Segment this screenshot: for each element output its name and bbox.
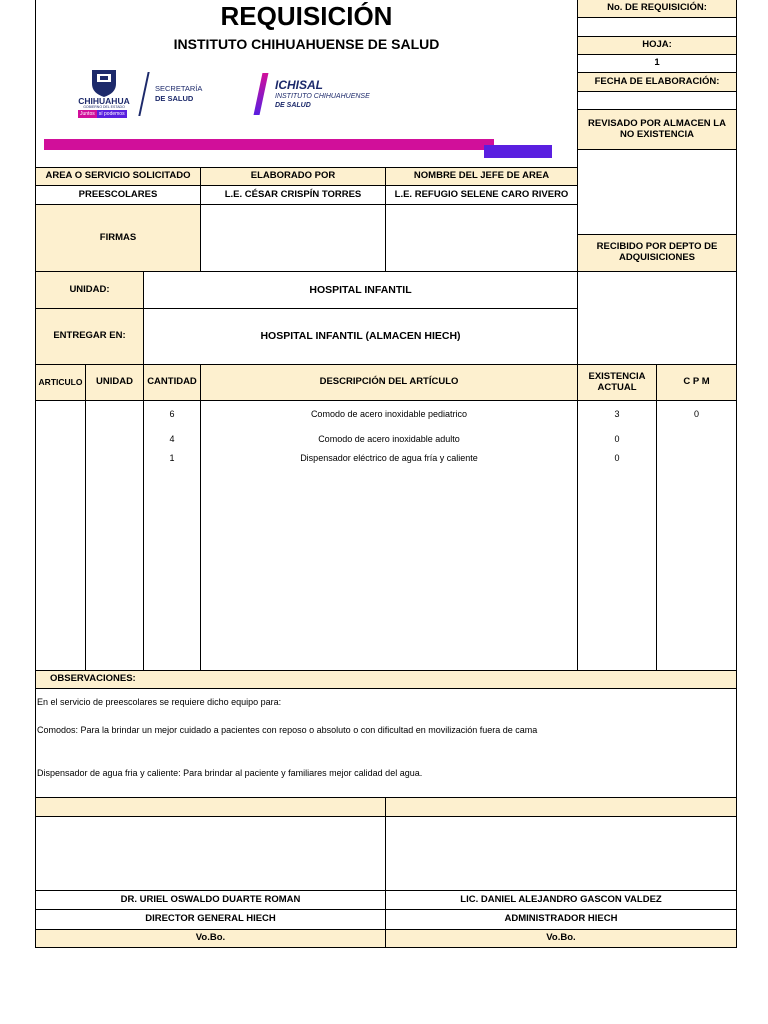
shield-icon	[70, 68, 138, 98]
elaborado-value[interactable]: L.E. CÉSAR CRISPÍN TORRES	[200, 185, 386, 205]
firmas-label: FIRMAS	[35, 204, 201, 272]
signer-right-title: ADMINISTRADOR HIECH	[385, 909, 737, 930]
col-descripcion: DESCRIPCIÓN DEL ARTÍCULO	[200, 364, 578, 401]
signer-left-name: DR. URIEL OSWALDO DUARTE ROMAN	[35, 890, 386, 910]
signature-box-right[interactable]	[385, 816, 737, 891]
unidad-label: UNIDAD:	[35, 271, 144, 309]
observaciones-header	[35, 670, 737, 689]
area-label: AREA O SERVICIO SOLICITADO	[35, 167, 201, 186]
vobo-right: Vo.Bo.	[385, 929, 737, 948]
table-row-cantidad: 4	[169, 434, 175, 444]
hoja-label: HOJA:	[577, 36, 737, 55]
table-row-cantidad: 6	[169, 409, 175, 419]
table-row-descripcion: Comodo de acero inoxidable pediatrico	[310, 409, 468, 419]
observaciones-line: Comodos: Para la brindar un mejor cuidado a pacientes con reposo o absoluto o con dificultad en movilización fuera de cama	[37, 725, 538, 735]
revisado-label: REVISADO POR ALMACEN LA NO EXISTENCIA	[577, 109, 737, 150]
chihuahua-tag: Juntos sí podemos	[80, 111, 125, 117]
revisado-field[interactable]	[577, 149, 737, 235]
signature-header-right	[385, 797, 737, 817]
secretaria-logo: SECRETARÍA DE SALUD	[155, 84, 203, 103]
table-row-descripcion: Dispensador eléctrico de agua fría y caliente	[300, 453, 478, 463]
unidad-value[interactable]: HOSPITAL INFANTIL	[143, 271, 578, 309]
page-title: REQUISICIÓN	[220, 1, 393, 31]
entregar-value[interactable]: HOSPITAL INFANTIL (ALMACEN HIECH)	[143, 308, 578, 365]
firma-elaborado-field[interactable]	[200, 204, 386, 272]
jefe-value[interactable]: L.E. REFUGIO SELENE CARO RIVERO	[385, 185, 578, 205]
firma-jefe-field[interactable]	[385, 204, 578, 272]
area-value[interactable]: PREESCOLARES	[35, 185, 201, 205]
table-row-cpm: 0	[693, 409, 699, 419]
recibido-label: RECIBIDO POR DEPTO DE ADQUISICIONES	[577, 234, 737, 272]
institute-subtitle: INSTITUTO CHIHUAHUENSE DE SALUD	[173, 36, 440, 52]
table-row-existencia: 0	[614, 453, 620, 463]
fecha-field[interactable]	[577, 91, 737, 110]
elaborado-label: ELABORADO POR	[200, 167, 386, 186]
purple-bar	[484, 145, 552, 158]
vobo-left: Vo.Bo.	[35, 929, 386, 948]
chihuahua-name: CHIHUAHUA	[78, 96, 130, 106]
body-divider	[85, 400, 86, 671]
col-unidad: UNIDAD	[85, 364, 144, 401]
col-cpm: C P M	[656, 364, 737, 401]
entregar-label: ENTREGAR EN:	[35, 308, 144, 365]
observaciones-line: Dispensador de agua fria y caliente: Para brindar al paciente y familiares mejor calidad del agua.	[37, 768, 423, 778]
signer-left-title: DIRECTOR GENERAL HIECH	[35, 909, 386, 930]
req-no-field[interactable]	[577, 17, 737, 37]
observaciones-line: En el servicio de preescolares se requiere dicho equipo para:	[37, 697, 282, 707]
table-row-cantidad: 1	[169, 453, 175, 463]
jefe-label: NOMBRE DEL JEFE DE AREA	[385, 167, 578, 186]
table-row-descripcion: Comodo de acero inoxidable adulto	[318, 434, 460, 444]
chihuahua-logo	[70, 68, 138, 120]
req-no-label: No. DE REQUISICIÓN:	[577, 0, 737, 18]
signer-right-name: LIC. DANIEL ALEJANDRO GASCON VALDEZ	[385, 890, 737, 910]
col-articulo: ARTICULO	[35, 364, 86, 401]
col-cantidad: CANTIDAD	[143, 364, 201, 401]
table-row-existencia: 3	[614, 409, 620, 419]
hoja-field[interactable]: 1	[577, 54, 737, 73]
chihuahua-small: GOBIERNO DEL ESTADO	[83, 105, 125, 109]
signature-header-left	[35, 797, 386, 817]
magenta-bar	[44, 139, 494, 150]
signature-box-left[interactable]	[35, 816, 386, 891]
table-row-existencia: 0	[614, 434, 620, 444]
observaciones-label: OBSERVACIONES:	[50, 673, 136, 684]
ichisal-logo: ICHISAL INSTITUTO CHIHUAHUENSE DE SALUD	[275, 78, 370, 109]
col-existencia: EXISTENCIA ACTUAL	[577, 364, 657, 401]
fecha-label: FECHA DE ELABORACIÓN:	[577, 72, 737, 92]
recibido-field[interactable]	[577, 271, 737, 365]
